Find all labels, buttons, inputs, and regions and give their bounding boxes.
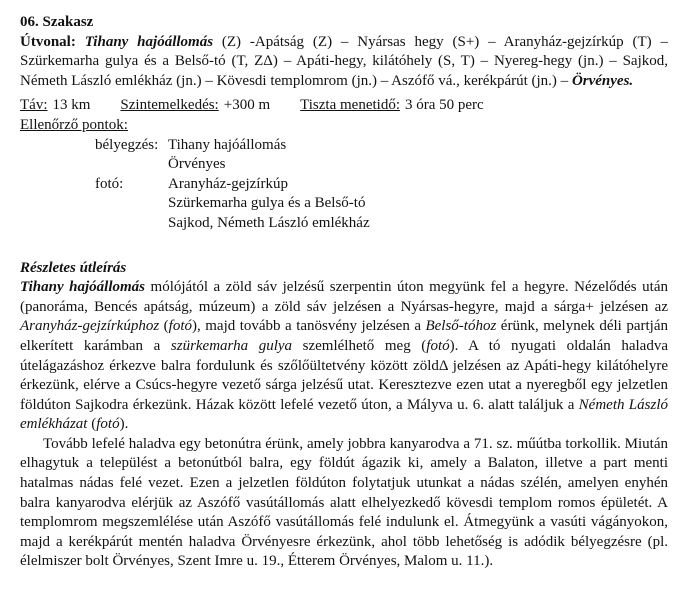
checkpoint-place: Sajkod, Németh László emlékház: [168, 214, 370, 231]
checkpoint-row: [95, 175, 668, 195]
checkpoints-heading-text: Ellenőrző pontok:: [20, 116, 128, 133]
stat-time-label: Tiszta menetidő:: [300, 97, 400, 114]
checkpoints-heading: [20, 116, 668, 136]
stat-time: [300, 97, 484, 113]
checkpoint-row: [95, 194, 668, 214]
checkpoint-type: [95, 155, 168, 175]
stat-elevation: [120, 97, 270, 113]
detail-paragraph-1: Tihany hajóállomás mólójától a zöld sáv jelzésű szerpentin úton megyünk fel a hegyre. Nézelődés után (panoráma, Bencés apátság, múzeum) a zöld sáv jelzésen a Nyársas-hegyre, majd a sárga+ jelzésen az Aranyház-gejzírkúphoz (fotó), majd tovább a tanösvény jelzésen a Belső-tóhoz érünk, melynek déli partján elkerített karámban a szürkemarha gulya szemlélhető meg (fotó). A tó nyugati oldalán haladva útelágazáshoz érkezve balra fordulunk és szőlőültetvény között zöldΔ jelzésen az Apáti-hegy kilátóhelyre érkezünk, elérve a Csúcs-hegyre vezető sárga jelzésű utat. Keresztezve ezen utat a nyeregből egy jelzetlen földúton Sajkodra érkezünk. Házak között lefelé vezető úton, a Mályva u. 6. alatt találjuk a Németh László emlékházat (fotó).: [20, 279, 668, 433]
checkpoint-place: Szürkemarha gulya és a Belső-tó: [168, 195, 366, 212]
checkpoint-row: [95, 214, 668, 234]
route-paragraph: Útvonal: Tihany hajóállomás (Z) -Apátság (Z) – Nyársas hegy (S+) – Aranyház-gejzírkúp (T) – Szürkemarha gulya és a Belső-tó (T, ZΔ) – Apáti-hegy, kilátóhely (S, T) – Nyereg-hegy (jn.) – Sajkod, Németh László emlékház (jn.) – Kövesdi templomrom (jn.) – Aszófő vá., kerékpárút (jn.) – Örvényes.: [20, 33, 668, 89]
stat-distance: [20, 97, 90, 113]
checkpoint-place: Tihany hajóállomás: [168, 136, 287, 153]
checkpoint-type: bélyegzés:: [95, 136, 159, 153]
checkpoint-type: [95, 214, 168, 234]
section-title: 06. Szakasz: [20, 14, 94, 30]
checkpoint-row: [95, 155, 668, 175]
stat-distance-label: Táv:: [20, 97, 48, 114]
checkpoint-place: Örvényes: [168, 156, 226, 173]
checkpoint-type: [95, 194, 168, 214]
stat-time-value: 3 óra 50 perc: [404, 97, 484, 114]
checkpoints-table: [95, 136, 668, 234]
checkpoint-row: [95, 136, 668, 156]
stat-elevation-label: Szintemelkedés:: [120, 97, 219, 114]
stats-line: [20, 96, 668, 116]
checkpoint-type: fotó:: [95, 175, 124, 192]
stat-elevation-value: +300 m: [223, 97, 271, 114]
details-heading: Részletes útleírás: [20, 259, 127, 276]
detail-paragraph-2: Tovább lefelé haladva egy betonútra érünk, amely jobbra kanyarodva a 71. sz. műútba torkollik. Miután elhagytuk a települést a betonútból balra, egy földút ágazik ki, amely a Balaton, illetve a part menti hatalmas nádas felé vezet. Ezen a jelzetlen földúton folytatjuk utunkat a nádas szélén, amelyen enyhén balra kanyarodva elérjük az Aszófő vasútállomás alatt elhelyezkedő kövesdi templom romos épületét. A templomrom megszemlélése után Aszófő vasútállomás felé indulunk el. Átmegyünk a vasúti vágányokon, majd a kerékpárút mentén haladva Örvényesre érkezünk, ahol több lehetőség is adódik bélyegzésre (pl. élelmiszer bolt Örvényes, Szent Imre u. 19., Étterem Örvényes, Malom u. 11.).: [20, 435, 668, 570]
checkpoint-place: Aranyház-gejzírkúp: [168, 175, 288, 192]
stat-distance-value: 13 km: [52, 97, 91, 114]
